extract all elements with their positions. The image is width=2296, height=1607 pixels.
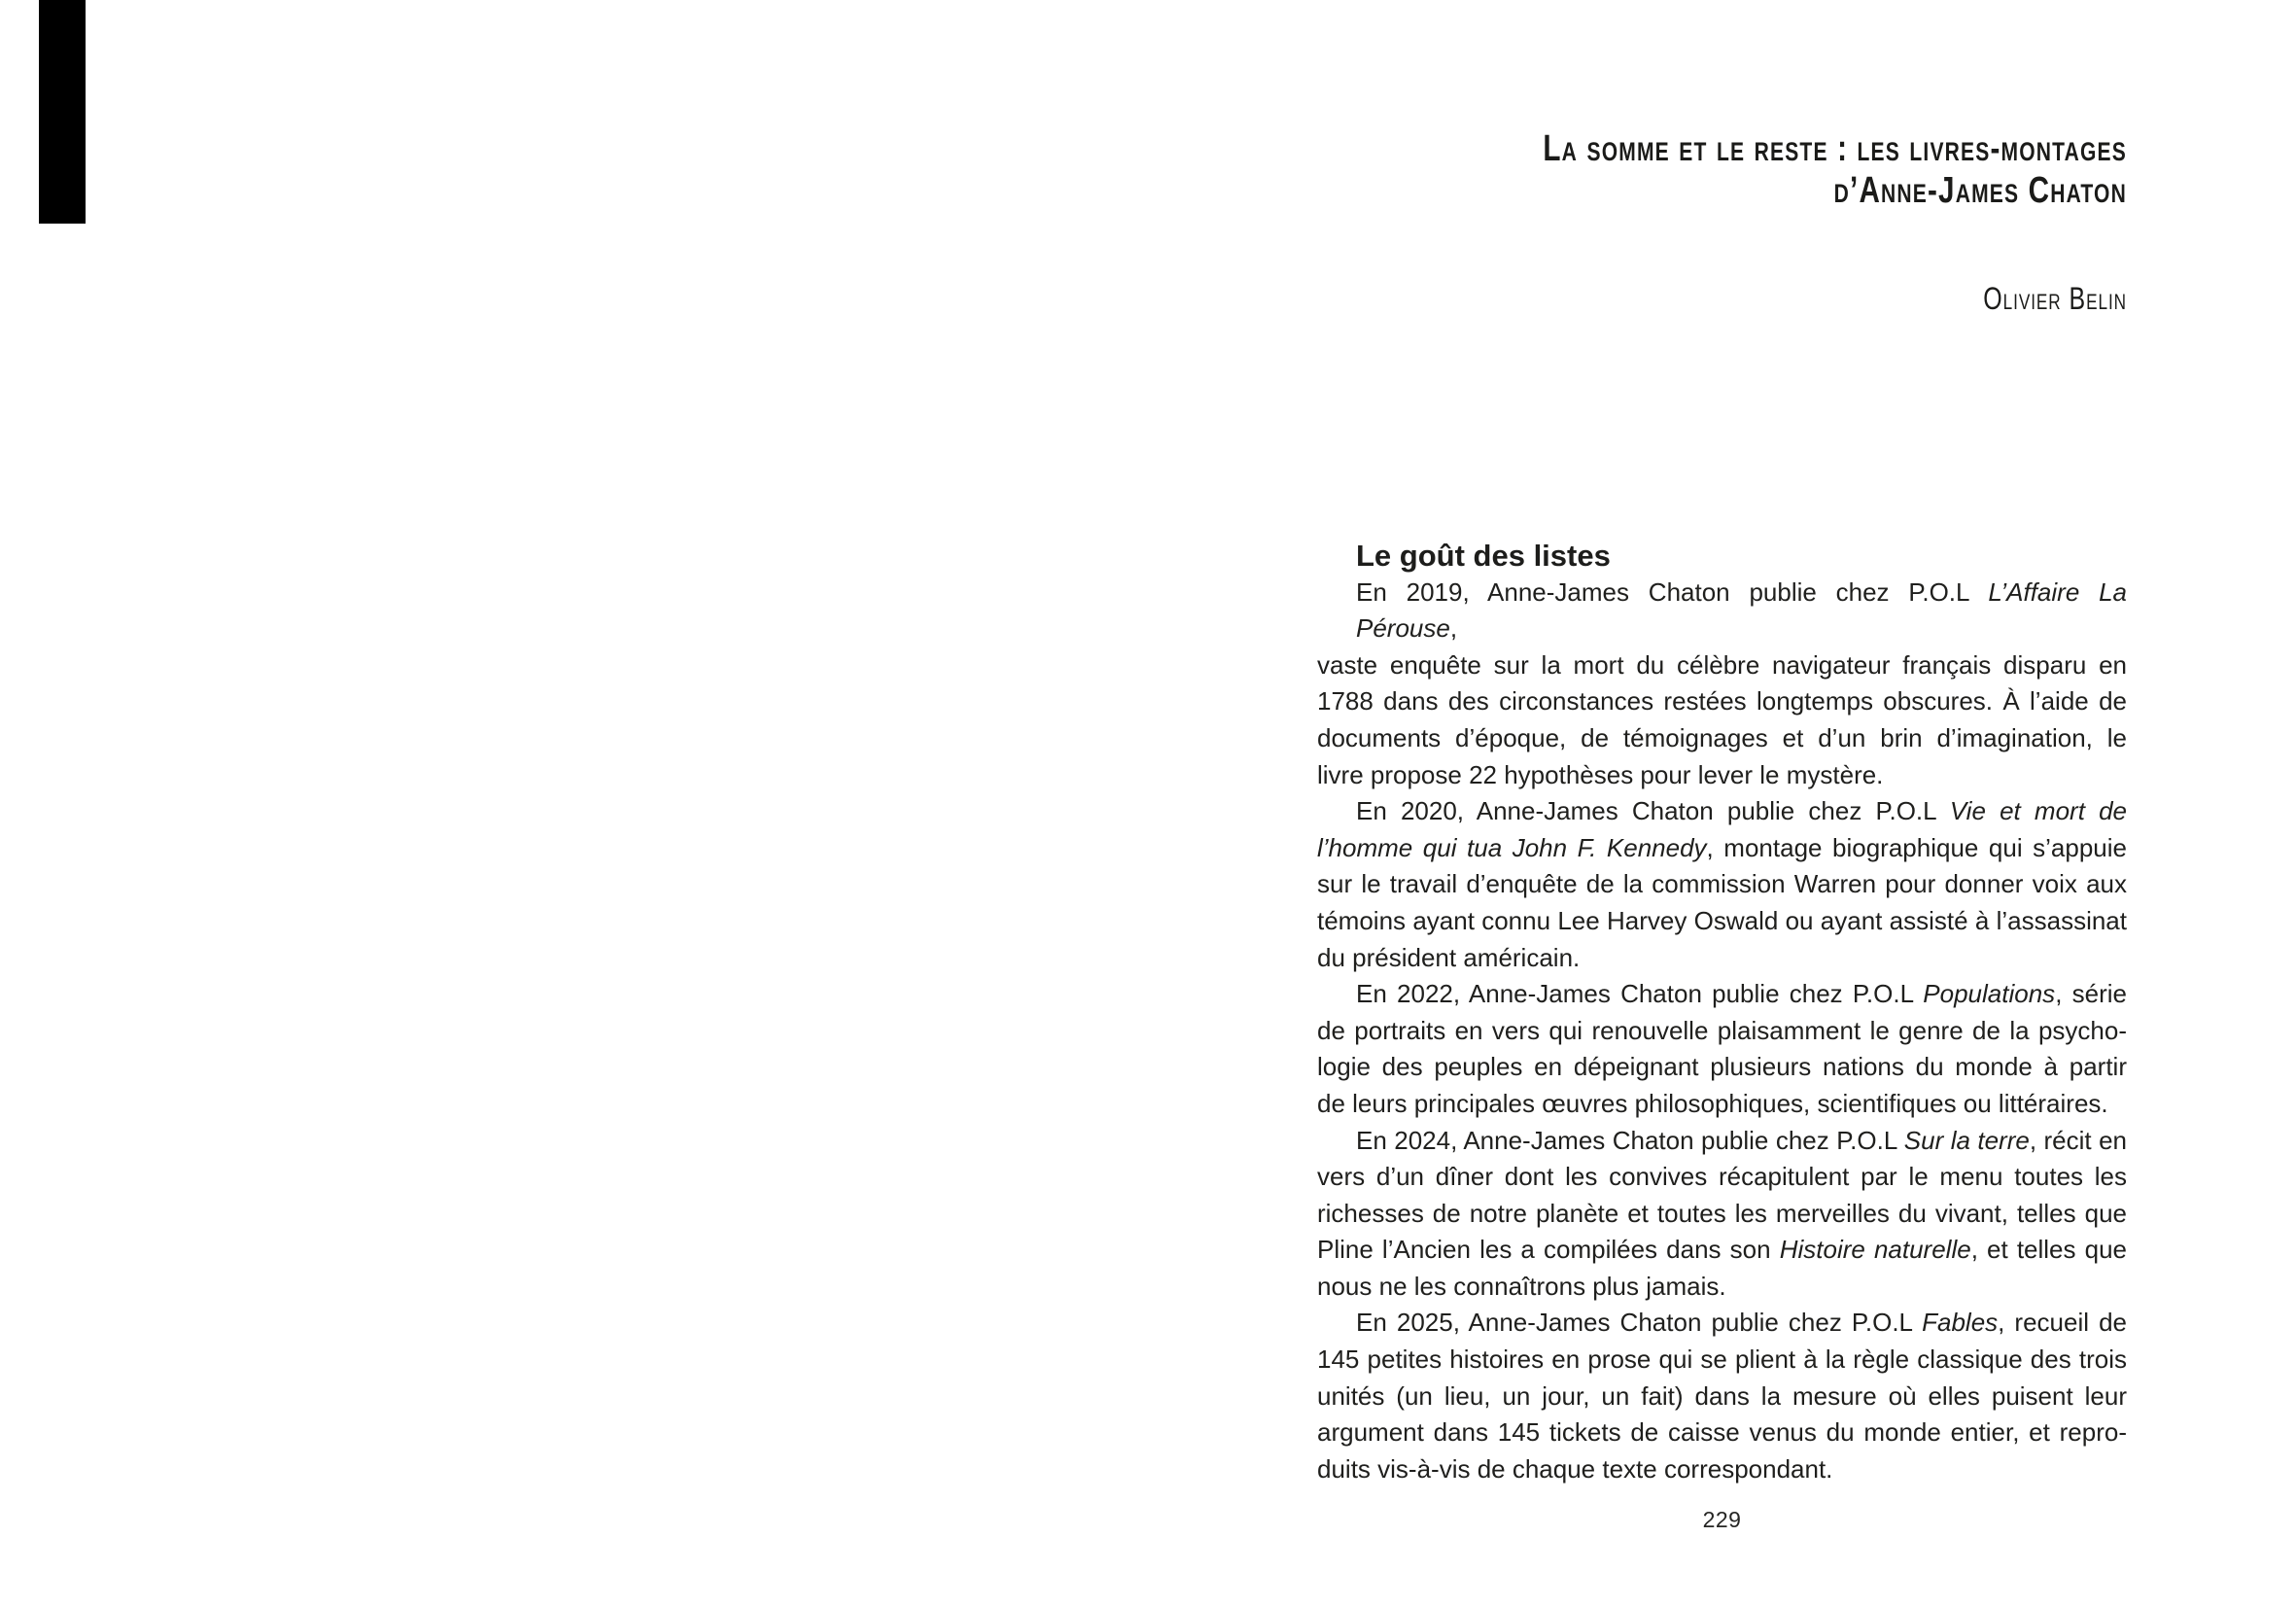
text-segment: témoins ayant connu Lee Harvey Oswald ou ayant assisté à l’assassinat: [1317, 905, 2127, 935]
chapter-edge-tab-mark: [39, 0, 86, 224]
text-line: [1317, 1269, 2127, 1306]
text-line: [1317, 940, 2127, 977]
text-segment: documents d’époque, de témoignages et d’un brin d’imagination, le: [1317, 722, 2127, 752]
text-line: [1317, 757, 2127, 794]
section-heading: Le goût des listes: [1356, 539, 1611, 573]
text-segment: de portraits en vers qui renouvelle plaisamment le genre de la psycho-: [1317, 1015, 2127, 1045]
text-segment: En 2025, Anne-James Chaton publie chez P.O.L: [1356, 1308, 1923, 1338]
text-segment: En 2020, Anne-James Chaton publie chez P.O.L: [1356, 796, 1950, 826]
text-line: [1317, 903, 2127, 940]
text-line: [1317, 575, 2127, 647]
author-name: Olivier Belin: [1983, 281, 2127, 316]
text-segment: logie des peuples en dépeignant plusieurs nations du monde à partir: [1317, 1052, 2127, 1082]
text-segment: richesses de notre planète et toutes les merveilles du vivant, telles que: [1317, 1198, 2127, 1228]
text-segment: Pline l’Ancien les a compilées dans son: [1317, 1235, 1780, 1265]
text-line: [1317, 830, 2127, 867]
text-segment: 145 petites histoires en prose qui se plient à la règle classique des trois: [1317, 1345, 2127, 1375]
paragraph: [1317, 575, 2127, 794]
text-segment: argument dans 145 tickets de caisse venus du monde entier, et repro-: [1317, 1417, 2127, 1448]
text-line: [1317, 1342, 2127, 1379]
text-line: [1317, 1379, 2127, 1415]
text-segment: , récit en: [2029, 1125, 2127, 1155]
text-segment: En 2022, Anne-James Chaton publie chez P.O.L: [1356, 979, 1924, 1009]
italic-book-title: Fables: [1922, 1308, 1999, 1338]
text-segment: du président américain.: [1317, 942, 1581, 972]
text-line: [1317, 976, 2127, 1013]
text-segment: En 2019, Anne-James Chaton publie chez P.O.L: [1356, 576, 1989, 607]
text-segment: , et telles que: [1970, 1235, 2128, 1265]
text-line: [1317, 866, 2127, 903]
body-text: [1317, 538, 2127, 1487]
text-segment: , montage biographique qui s’appuie: [1706, 832, 2127, 862]
italic-book-title: l’homme qui tua John F. Kennedy: [1317, 832, 1707, 862]
italic-book-title: Populations: [1923, 979, 2056, 1009]
text-line: [1317, 1451, 2127, 1488]
text-segment: unités (un lieu, un jour, un fait) dans la mesure où elles puisent leur: [1317, 1380, 2127, 1411]
text-line: [1317, 1013, 2127, 1050]
paragraph: [1317, 976, 2127, 1122]
text-column: [1317, 0, 2127, 1607]
text-segment: vers d’un dîner dont les convives récapitulent par le menu toutes les: [1317, 1162, 2127, 1192]
text-line: [1317, 720, 2127, 757]
text-segment: de leurs principales œuvres philosophiques, scientifiques ou littéraires.: [1317, 1088, 2108, 1118]
text-segment: nous ne les connaîtrons plus jamais.: [1317, 1271, 1726, 1301]
text-line: [1317, 1049, 2127, 1086]
article-title-line2: d’Anne-James Chaton: [1833, 170, 2127, 211]
text-line: [1317, 1086, 2127, 1123]
italic-book-title: Sur la terre: [1903, 1125, 2030, 1155]
text-segment: En 2024, Anne-James Chaton publie chez P.O.L: [1356, 1125, 1904, 1155]
text-segment: ,: [1449, 613, 1458, 644]
article-title-line1: La somme et le reste : les livres-montages: [1543, 128, 2127, 169]
italic-book-title: Vie et mort de: [1949, 796, 2127, 826]
page-number: 229: [1702, 1507, 1742, 1532]
text-line: [1317, 1232, 2127, 1269]
text-line: [1317, 647, 2127, 684]
text-line: [1317, 1305, 2127, 1342]
paragraph: [1317, 1123, 2127, 1306]
text-segment: livre propose 22 hypothèses pour lever le mystère.: [1317, 759, 1884, 789]
text-segment: sur le travail d’enquête de la commission Warren pour donner voix aux: [1317, 869, 2127, 899]
text-line: [1317, 1123, 2127, 1160]
text-segment: , recueil de: [1998, 1308, 2128, 1338]
text-line: [1317, 793, 2127, 830]
paragraph: [1317, 1305, 2127, 1487]
text-line: [1317, 1415, 2127, 1451]
article-title: [1317, 128, 2127, 212]
text-segment: , série: [2055, 979, 2127, 1009]
text-line: [1317, 1196, 2127, 1233]
text-segment: duits vis-à-vis de chaque texte correspondant.: [1317, 1453, 1833, 1484]
text-segment: vaste enquête sur la mort du célèbre navigateur français disparu en: [1317, 649, 2127, 680]
text-line: [1317, 1159, 2127, 1196]
paragraph: [1317, 793, 2127, 976]
italic-book-title: Histoire naturelle: [1779, 1235, 1971, 1265]
italic-book-title: L’Affaire La Pérouse: [1356, 576, 2127, 644]
text-line: [1317, 683, 2127, 720]
text-segment: 1788 dans des circonstances restées longtemps obscures. À l’aide de: [1317, 686, 2127, 716]
